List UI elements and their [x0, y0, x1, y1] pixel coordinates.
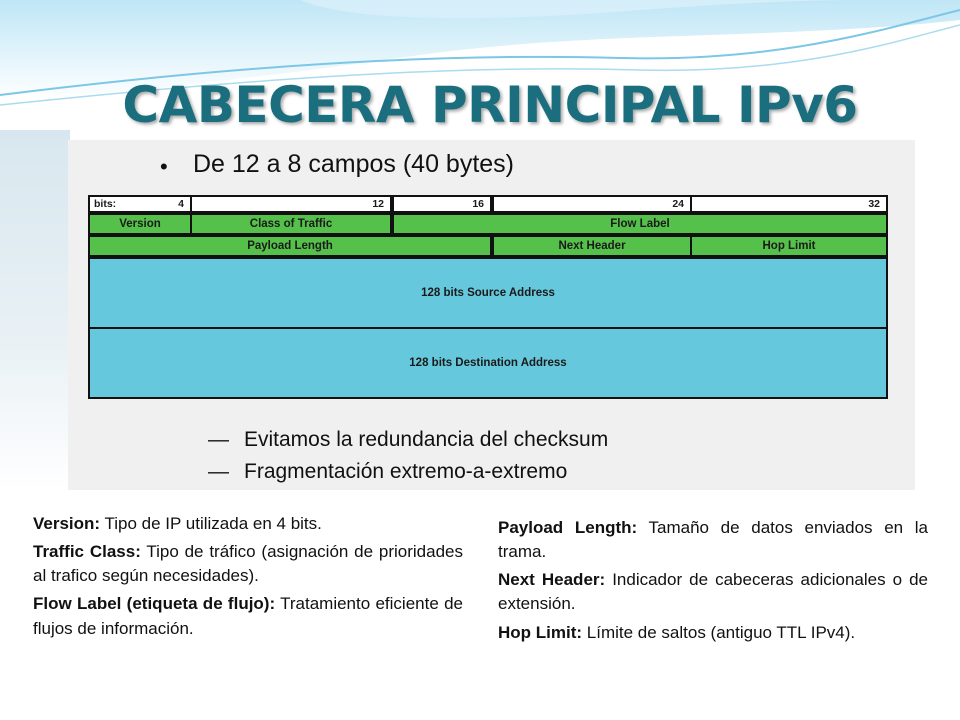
- ipv6-header-figure: [68, 140, 915, 490]
- bits-mark-16: 16: [472, 198, 484, 210]
- desc-hop-limit: [498, 621, 928, 645]
- bits-mark-32: 32: [868, 198, 880, 210]
- bits-mark-24: 24: [672, 198, 684, 210]
- field-flow-label: Flow Label: [390, 215, 886, 233]
- bullet-checksum: [208, 428, 608, 452]
- bullet-fragmentation: [208, 460, 567, 484]
- bits-row: [88, 195, 888, 213]
- header-row-2: [88, 235, 888, 257]
- desc-text: Límite de saltos (antiguo TTL IPv4).: [582, 622, 856, 642]
- desc-traffic-class: [33, 540, 463, 588]
- desc-text: Tipo de IP utilizada en 4 bits.: [100, 514, 322, 533]
- bits-mark-4: 4: [178, 198, 184, 210]
- bullet-fragmentation-text: Fragmentación extremo-a-extremo: [244, 460, 568, 483]
- desc-term: Traffic Class:: [33, 542, 141, 562]
- bits-cell-3: [390, 197, 490, 211]
- header-row-source: [88, 257, 888, 329]
- bits-cell-4: [490, 197, 690, 211]
- desc-term: Flow Label (etiqueta de flujo):: [33, 594, 276, 614]
- desc-version: [33, 512, 463, 536]
- field-destination-address: 128 bits Destination Address: [409, 357, 567, 369]
- bullet-dash: —: [208, 460, 229, 483]
- desc-text: Tipo de tráfico (asignación de prioridades al trafico según necesidades).: [33, 542, 463, 586]
- bits-cell-2: [190, 197, 390, 211]
- desc-text: Indicador de cabeceras adicionales o de extensión.: [498, 570, 928, 614]
- field-class-of-traffic: Class of Traffic: [190, 215, 390, 233]
- figure-headline: De 12 a 8 campos (40 bytes): [193, 150, 514, 178]
- field-source-address: 128 bits Source Address: [421, 287, 555, 299]
- slide-title: CABECERA PRINCIPAL IPv6: [122, 76, 858, 134]
- field-next-header: Next Header: [490, 237, 690, 255]
- bits-cell-1: [90, 197, 190, 211]
- desc-next-header: [498, 568, 928, 616]
- desc-term: Next Header:: [498, 570, 606, 590]
- desc-term: Payload Length:: [498, 518, 638, 537]
- desc-text: Tamaño de datos enviados en la trama.: [498, 518, 928, 562]
- descriptions-right: [498, 516, 928, 649]
- bits-cell-5: [690, 197, 886, 211]
- bits-mark-12: 12: [372, 198, 384, 210]
- desc-payload-length: [498, 516, 928, 564]
- left-decor: [0, 130, 70, 490]
- bits-label: bits:: [94, 198, 117, 210]
- header-row-1: [88, 213, 888, 235]
- descriptions-left: [33, 512, 463, 645]
- desc-term: Version:: [33, 514, 101, 533]
- field-hop-limit: Hop Limit: [690, 237, 886, 255]
- header-row-destination: [88, 327, 888, 399]
- desc-term: Hop Limit:: [498, 622, 583, 642]
- bullet-dot: •: [160, 154, 168, 179]
- desc-text: Tratamiento eficiente de flujos de información.: [33, 594, 463, 638]
- bullet-checksum-text: Evitamos la redundancia del checksum: [244, 428, 609, 451]
- field-version: Version: [119, 218, 161, 230]
- bullet-dash: —: [208, 428, 229, 451]
- field-payload-length: Payload Length: [247, 240, 333, 252]
- desc-flow-label: [33, 592, 463, 640]
